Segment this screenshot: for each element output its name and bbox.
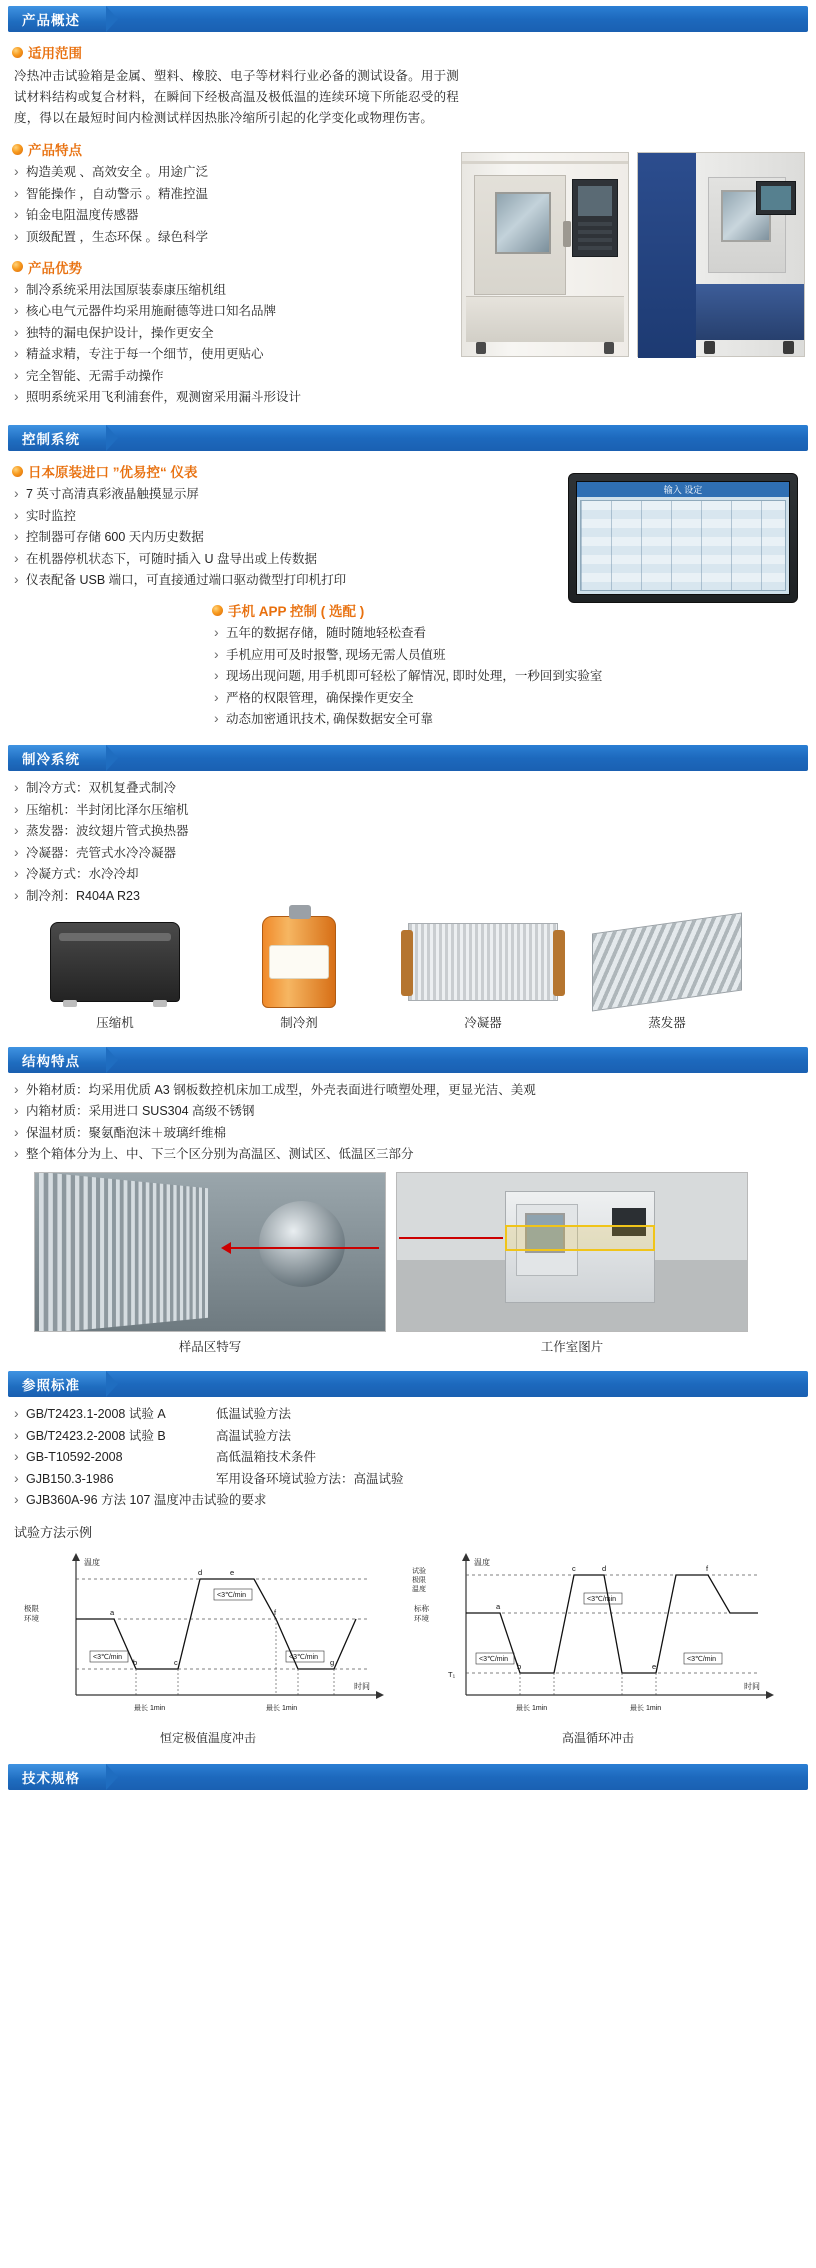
list-item: › 核心电气元器件均采用施耐德等进口知名品牌 bbox=[8, 302, 463, 321]
chart-section-title: 试验方法示例 bbox=[14, 1525, 93, 1540]
svg-text:环境: 环境 bbox=[24, 1614, 39, 1623]
svg-text:最长 1min: 最长 1min bbox=[266, 1705, 298, 1712]
list-item bbox=[8, 1491, 808, 1510]
list-item: › 内箱材质：采用进口 SUS304 高级不锈钢 bbox=[8, 1102, 808, 1121]
list-item: › 保温材质：聚氨酯泡沫＋玻璃纤维棉 bbox=[8, 1124, 808, 1143]
overview-text-column bbox=[8, 42, 463, 407]
svg-text:试验: 试验 bbox=[412, 1568, 426, 1575]
part-caption: 制冷剂 bbox=[280, 1015, 318, 1030]
subhead-advantages bbox=[12, 257, 463, 277]
svg-text:d: d bbox=[198, 1568, 203, 1577]
photo-caption: 样品区特写 bbox=[178, 1340, 242, 1354]
refrigeration-parts-gallery bbox=[30, 916, 808, 1031]
list-item: › 现场出现问题, 用手机即可轻松了解情况, 即时处理，一秒回到实验室 bbox=[208, 667, 808, 686]
list-item bbox=[8, 1470, 808, 1489]
svg-text:环境: 环境 bbox=[414, 1614, 429, 1623]
svg-text:c: c bbox=[572, 1564, 576, 1573]
part-condenser bbox=[398, 916, 568, 1031]
svg-text:<3℃/min: <3℃/min bbox=[289, 1654, 319, 1661]
svg-text:c: c bbox=[174, 1658, 178, 1667]
hmi-screen-title: 输入 设定 bbox=[577, 482, 789, 497]
chart-high-temp-cycle bbox=[408, 1545, 788, 1746]
chart-svg-1 bbox=[18, 1545, 398, 1725]
svg-text:<3℃/min: <3℃/min bbox=[687, 1656, 717, 1663]
standard-code: › GJB360A-96 方法 107 温度冲击试验的要求 bbox=[26, 1493, 267, 1507]
app-control-block bbox=[208, 600, 808, 729]
section-header-standards bbox=[8, 1371, 808, 1397]
section-header-spec bbox=[8, 1764, 808, 1790]
list-item bbox=[8, 1427, 808, 1446]
part-refrigerant bbox=[214, 916, 384, 1031]
list-item: › 压缩机：半封闭比泽尔压缩机 bbox=[8, 801, 808, 820]
svg-text:f: f bbox=[274, 1608, 277, 1617]
chart-svg-2 bbox=[408, 1545, 788, 1725]
part-caption: 冷凝器 bbox=[464, 1015, 502, 1030]
subhead-app-label: 手机 APP 控制 ( 选配 ) bbox=[228, 604, 365, 619]
condenser-icon bbox=[408, 923, 558, 1001]
list-item: › 外箱材质：均采用优质 A3 钢板数控机床加工成型，外壳表面进行喷塑处理，更显光洁、美观 bbox=[8, 1081, 808, 1100]
list-item: › 在机器停机状态下，可随时插入 U 盘导出或上传数据 bbox=[8, 550, 488, 569]
svg-text:b: b bbox=[517, 1662, 522, 1671]
standard-code: › GB/T2423.2-2008 试验 B bbox=[26, 1428, 166, 1443]
section-header-overview bbox=[8, 6, 808, 32]
list-item: › 实时监控 bbox=[8, 507, 488, 526]
part-caption: 蒸发器 bbox=[648, 1015, 686, 1030]
list-item: › 控制器可存储 600 天内历史数据 bbox=[8, 528, 488, 547]
structure-photo-gallery bbox=[34, 1172, 808, 1355]
chart-caption-2: 高温循环冲击 bbox=[561, 1731, 634, 1745]
svg-text:f: f bbox=[706, 1564, 709, 1573]
bullet-dot-icon bbox=[12, 47, 23, 58]
list-item: › 严格的权限管理，确保操作更安全 bbox=[208, 689, 808, 708]
section-title-control: 控制系统 bbox=[8, 425, 106, 451]
sample-zone-photo bbox=[34, 1172, 386, 1332]
bullet-dot-icon bbox=[12, 144, 23, 155]
svg-text:<3℃/min: <3℃/min bbox=[587, 1596, 617, 1603]
section-title-refrigeration: 制冷系统 bbox=[8, 745, 106, 771]
list-item: › 照明系统采用飞利浦套件，观测窗采用漏斗形设计 bbox=[8, 388, 463, 407]
list-item bbox=[8, 1448, 808, 1467]
standard-desc: 高低温箱技术条件 bbox=[216, 1450, 317, 1464]
svg-text:b: b bbox=[133, 1658, 138, 1667]
svg-text:温度: 温度 bbox=[474, 1558, 490, 1567]
compressor-icon bbox=[50, 922, 180, 1002]
chart-constant-extreme bbox=[18, 1545, 398, 1746]
app-list bbox=[208, 624, 808, 729]
svg-text:a: a bbox=[110, 1608, 115, 1617]
standard-desc: 低温试验方法 bbox=[216, 1407, 292, 1421]
product-document-page bbox=[0, 6, 816, 1790]
subhead-instrument-label: 日本原装进口 ”优易控“ 仪表 bbox=[28, 465, 198, 480]
list-item: › 精益求精，专注于每一个细节，使用更贴心 bbox=[8, 345, 463, 364]
svg-text:极限: 极限 bbox=[24, 1604, 39, 1613]
svg-text:极限: 极限 bbox=[412, 1577, 426, 1584]
chart-caption-1: 恒定极值温度冲击 bbox=[159, 1731, 256, 1745]
svg-text:温度: 温度 bbox=[84, 1558, 100, 1567]
standard-code: › GJB150.3-1986 bbox=[26, 1471, 114, 1486]
structure-photo-cell-2 bbox=[396, 1172, 748, 1355]
standard-desc: 高温试验方法 bbox=[216, 1428, 292, 1443]
bullet-dot-icon bbox=[12, 466, 23, 477]
list-item: › 独特的漏电保护设计，操作更安全 bbox=[8, 324, 463, 343]
standard-code: › GB-T10592-2008 bbox=[26, 1450, 123, 1464]
svg-text:d: d bbox=[602, 1564, 607, 1573]
list-item: › 五年的数据存储，随时随地轻松查看 bbox=[208, 624, 808, 643]
standard-code: › GB/T2423.1-2008 试验 A bbox=[26, 1407, 166, 1421]
section-header-refrigeration bbox=[8, 745, 808, 771]
svg-text:<3℃/min: <3℃/min bbox=[217, 1592, 247, 1599]
part-evaporator bbox=[582, 916, 752, 1031]
structure-list bbox=[8, 1081, 808, 1165]
thermal-shock-chamber-photo-2 bbox=[637, 152, 805, 357]
evaporator-icon bbox=[592, 912, 742, 1011]
svg-text:最长 1min: 最长 1min bbox=[516, 1705, 548, 1712]
scope-paragraph: 冷热冲击试验箱是金属、塑料、橡胶、电子等材料行业必备的测试设备。用于测试材料结构或复合材料，在瞬间下经极高温及极低温的连续环境下所能忍受的程度，得以在最短时间内检测试样因热胀冷缩所引起的化学变化或物理伤害。 bbox=[14, 69, 459, 125]
subhead-scope-label: 适用范围 bbox=[28, 46, 82, 61]
part-caption: 压缩机 bbox=[96, 1015, 134, 1030]
work-chamber-photo bbox=[396, 1172, 748, 1332]
subhead-app bbox=[212, 600, 808, 620]
svg-text:最长 1min: 最长 1min bbox=[134, 1705, 166, 1712]
bullet-dot-icon bbox=[12, 261, 23, 272]
list-item: › 仪表配备 USB 端口，可直接通过端口驱动微型打印机打印 bbox=[8, 571, 488, 590]
subhead-advantages-label: 产品优势 bbox=[28, 260, 82, 276]
structure-photo-cell-1 bbox=[34, 1172, 386, 1355]
svg-text:a: a bbox=[496, 1602, 501, 1611]
section-title-spec: 技术规格 bbox=[8, 1764, 106, 1790]
list-item: › 制冷系统采用法国原装泰康压缩机组 bbox=[8, 281, 463, 300]
overview-content bbox=[8, 42, 808, 407]
list-item: › 冷凝器：壳管式水冷冷凝器 bbox=[8, 844, 808, 863]
list-item: › 冷凝方式：水冷冷却 bbox=[8, 865, 808, 884]
section-title-standards: 参照标准 bbox=[8, 1371, 106, 1397]
instrument-list bbox=[8, 485, 488, 590]
list-item: › 铂金电阻温度传感器 bbox=[8, 206, 463, 225]
part-compressor bbox=[30, 916, 200, 1031]
section-header-structure bbox=[8, 1047, 808, 1073]
list-item: › 7 英寸高清真彩液晶触摸显示屏 bbox=[8, 485, 488, 504]
list-item: › 完全智能、无需手动操作 bbox=[8, 367, 463, 386]
list-item bbox=[8, 1405, 808, 1424]
photo-caption: 工作室图片 bbox=[540, 1340, 604, 1354]
svg-text:最长 1min: 最长 1min bbox=[630, 1705, 662, 1712]
thermal-shock-chamber-photo-1 bbox=[461, 152, 629, 357]
list-item: › 构造美观 、高效安全 。用途广泛 bbox=[8, 163, 463, 182]
section-title-structure: 结构特点 bbox=[8, 1047, 106, 1073]
svg-text:<3℃/min: <3℃/min bbox=[93, 1654, 123, 1661]
list-item: › 制冷剂：R404A R23 bbox=[8, 887, 808, 906]
svg-text:时间: 时间 bbox=[744, 1682, 760, 1691]
list-item: › 制冷方式：双机复叠式制冷 bbox=[8, 779, 808, 798]
standards-list bbox=[8, 1405, 808, 1510]
control-content bbox=[8, 461, 808, 729]
list-item: › 蒸发器：波纹翅片管式换热器 bbox=[8, 822, 808, 841]
section-title-overview: 产品概述 bbox=[8, 6, 106, 32]
refrigeration-list bbox=[8, 779, 808, 906]
svg-text:温度: 温度 bbox=[412, 1586, 426, 1593]
list-item: › 手机应用可及时报警, 现场无需人员值班 bbox=[208, 646, 808, 665]
svg-text:标称: 标称 bbox=[414, 1604, 429, 1613]
list-item: › 动态加密通讯技术, 确保数据安全可靠 bbox=[208, 710, 808, 729]
subhead-scope bbox=[12, 42, 463, 62]
overview-product-images bbox=[461, 152, 806, 357]
test-method-charts bbox=[18, 1545, 808, 1746]
features-list bbox=[8, 163, 463, 247]
subhead-features-label: 产品特点 bbox=[28, 143, 82, 158]
standard-desc: 军用设备环境试验方法：高温试验 bbox=[216, 1471, 404, 1486]
svg-text:时间: 时间 bbox=[354, 1682, 370, 1691]
list-item: › 顶级配置 ，生态环保 。绿色科学 bbox=[8, 228, 463, 247]
advantages-list bbox=[8, 281, 463, 408]
list-item: › 整个箱体分为上、中、下三个区分别为高温区、测试区、低温区三部分 bbox=[8, 1145, 808, 1164]
hmi-controller-photo bbox=[568, 473, 798, 603]
bullet-dot-icon bbox=[212, 605, 223, 616]
subhead-features bbox=[12, 139, 463, 159]
svg-text:T₁: T₁ bbox=[448, 1670, 456, 1679]
section-header-control bbox=[8, 425, 808, 451]
svg-text:g: g bbox=[330, 1658, 335, 1667]
list-item: › 智能操作 ，自动警示 。精准控温 bbox=[8, 185, 463, 204]
svg-text:e: e bbox=[652, 1662, 657, 1671]
svg-text:e: e bbox=[230, 1568, 235, 1577]
refrigerant-tank-icon bbox=[262, 916, 336, 1008]
svg-text:<3℃/min: <3℃/min bbox=[479, 1656, 509, 1663]
